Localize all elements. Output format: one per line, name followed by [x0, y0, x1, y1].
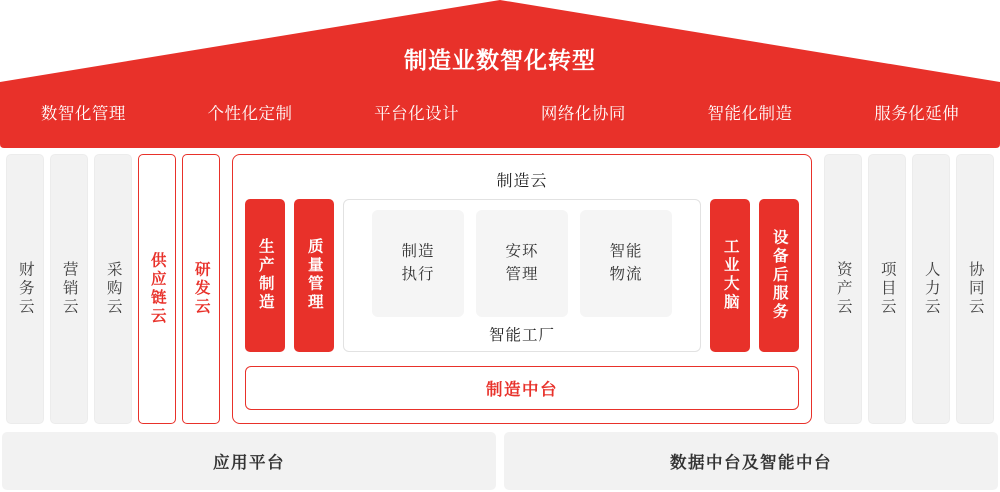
roof-title: 制造业数智化转型: [404, 47, 596, 73]
roof-item-list: [0, 104, 1000, 124]
pillar-industrial-brain: [710, 199, 750, 352]
manufacturing-midplatform-bar: 制造中台: [245, 366, 799, 410]
left-column-rnd-cloud: [182, 154, 220, 424]
smart-factory-card-list: [358, 210, 686, 317]
smart-factory-card-safety-environment: [476, 210, 568, 317]
pillar-production-manufacturing: [245, 199, 285, 352]
manufacturing-cloud-title: 制造云: [496, 173, 548, 190]
sf-card-0-line2: 执行: [401, 266, 435, 284]
roof-item-5: 服务化延伸: [874, 105, 960, 123]
roof-item-4: 智能化制造: [707, 105, 793, 123]
left-column-label-2: 采购云: [104, 261, 122, 317]
right-column-asset-cloud: [824, 154, 862, 424]
body-section: [0, 150, 1000, 428]
pillar-label-left-0: 生产制造: [256, 238, 274, 313]
left-column-finance-cloud: [6, 154, 44, 424]
left-column-marketing-cloud: [50, 154, 88, 424]
pillar-label-right-1: 设备后服务: [770, 229, 788, 322]
right-column-group: [820, 150, 998, 428]
sf-card-0-line1: 制造: [401, 243, 435, 261]
right-column-label-1: 项目云: [878, 261, 896, 317]
left-column-label-3: 供应链云: [148, 252, 166, 326]
right-column-label-3: 协同云: [966, 261, 984, 317]
sf-card-1-line2: 管理: [505, 266, 539, 284]
pillar-label-left-1: 质量管理: [305, 238, 323, 313]
pillar-label-right-0: 工业大脑: [721, 238, 739, 313]
footer-data-and-intelligence-midplatform: 数据中台及智能中台: [504, 432, 998, 490]
left-column-procurement-cloud: [94, 154, 132, 424]
roof-item-2: 平台化设计: [374, 105, 460, 123]
roof-item-1: 个性化定制: [207, 105, 293, 123]
manufacturing-cloud-middle: [233, 199, 811, 352]
sf-card-2-line2: 物流: [609, 266, 643, 284]
manufacturing-cloud-panel: [232, 154, 812, 424]
right-column-project-cloud: [868, 154, 906, 424]
left-column-label-4: 研发云: [192, 261, 210, 317]
pillar-quality-management: [294, 199, 334, 352]
left-column-label-0: 财务云: [16, 261, 34, 317]
roof-item-0: 数智化管理: [40, 105, 126, 123]
smart-factory-card-smart-logistics: [580, 210, 672, 317]
footer-section: [0, 432, 1000, 490]
smart-factory-group: [343, 199, 701, 352]
pillar-equipment-after-service: [759, 199, 799, 352]
smart-factory-label: 智能工厂: [488, 326, 555, 344]
right-column-label-2: 人力云: [922, 261, 940, 317]
roof-section: [0, 0, 1000, 148]
right-column-label-0: 资产云: [834, 261, 852, 317]
left-column-group: [2, 150, 224, 428]
sf-card-2-line1: 智能: [609, 243, 643, 261]
right-column-collaboration-cloud: [956, 154, 994, 424]
footer-application-platform: 应用平台: [2, 432, 496, 490]
left-column-supply-chain-cloud: [138, 154, 176, 424]
right-column-hr-cloud: [912, 154, 950, 424]
sf-card-1-line1: 安环: [505, 243, 539, 261]
left-column-label-1: 营销云: [60, 261, 78, 317]
smart-factory-card-manufacturing-execution: [372, 210, 464, 317]
roof-item-3: 网络化协同: [540, 105, 626, 123]
